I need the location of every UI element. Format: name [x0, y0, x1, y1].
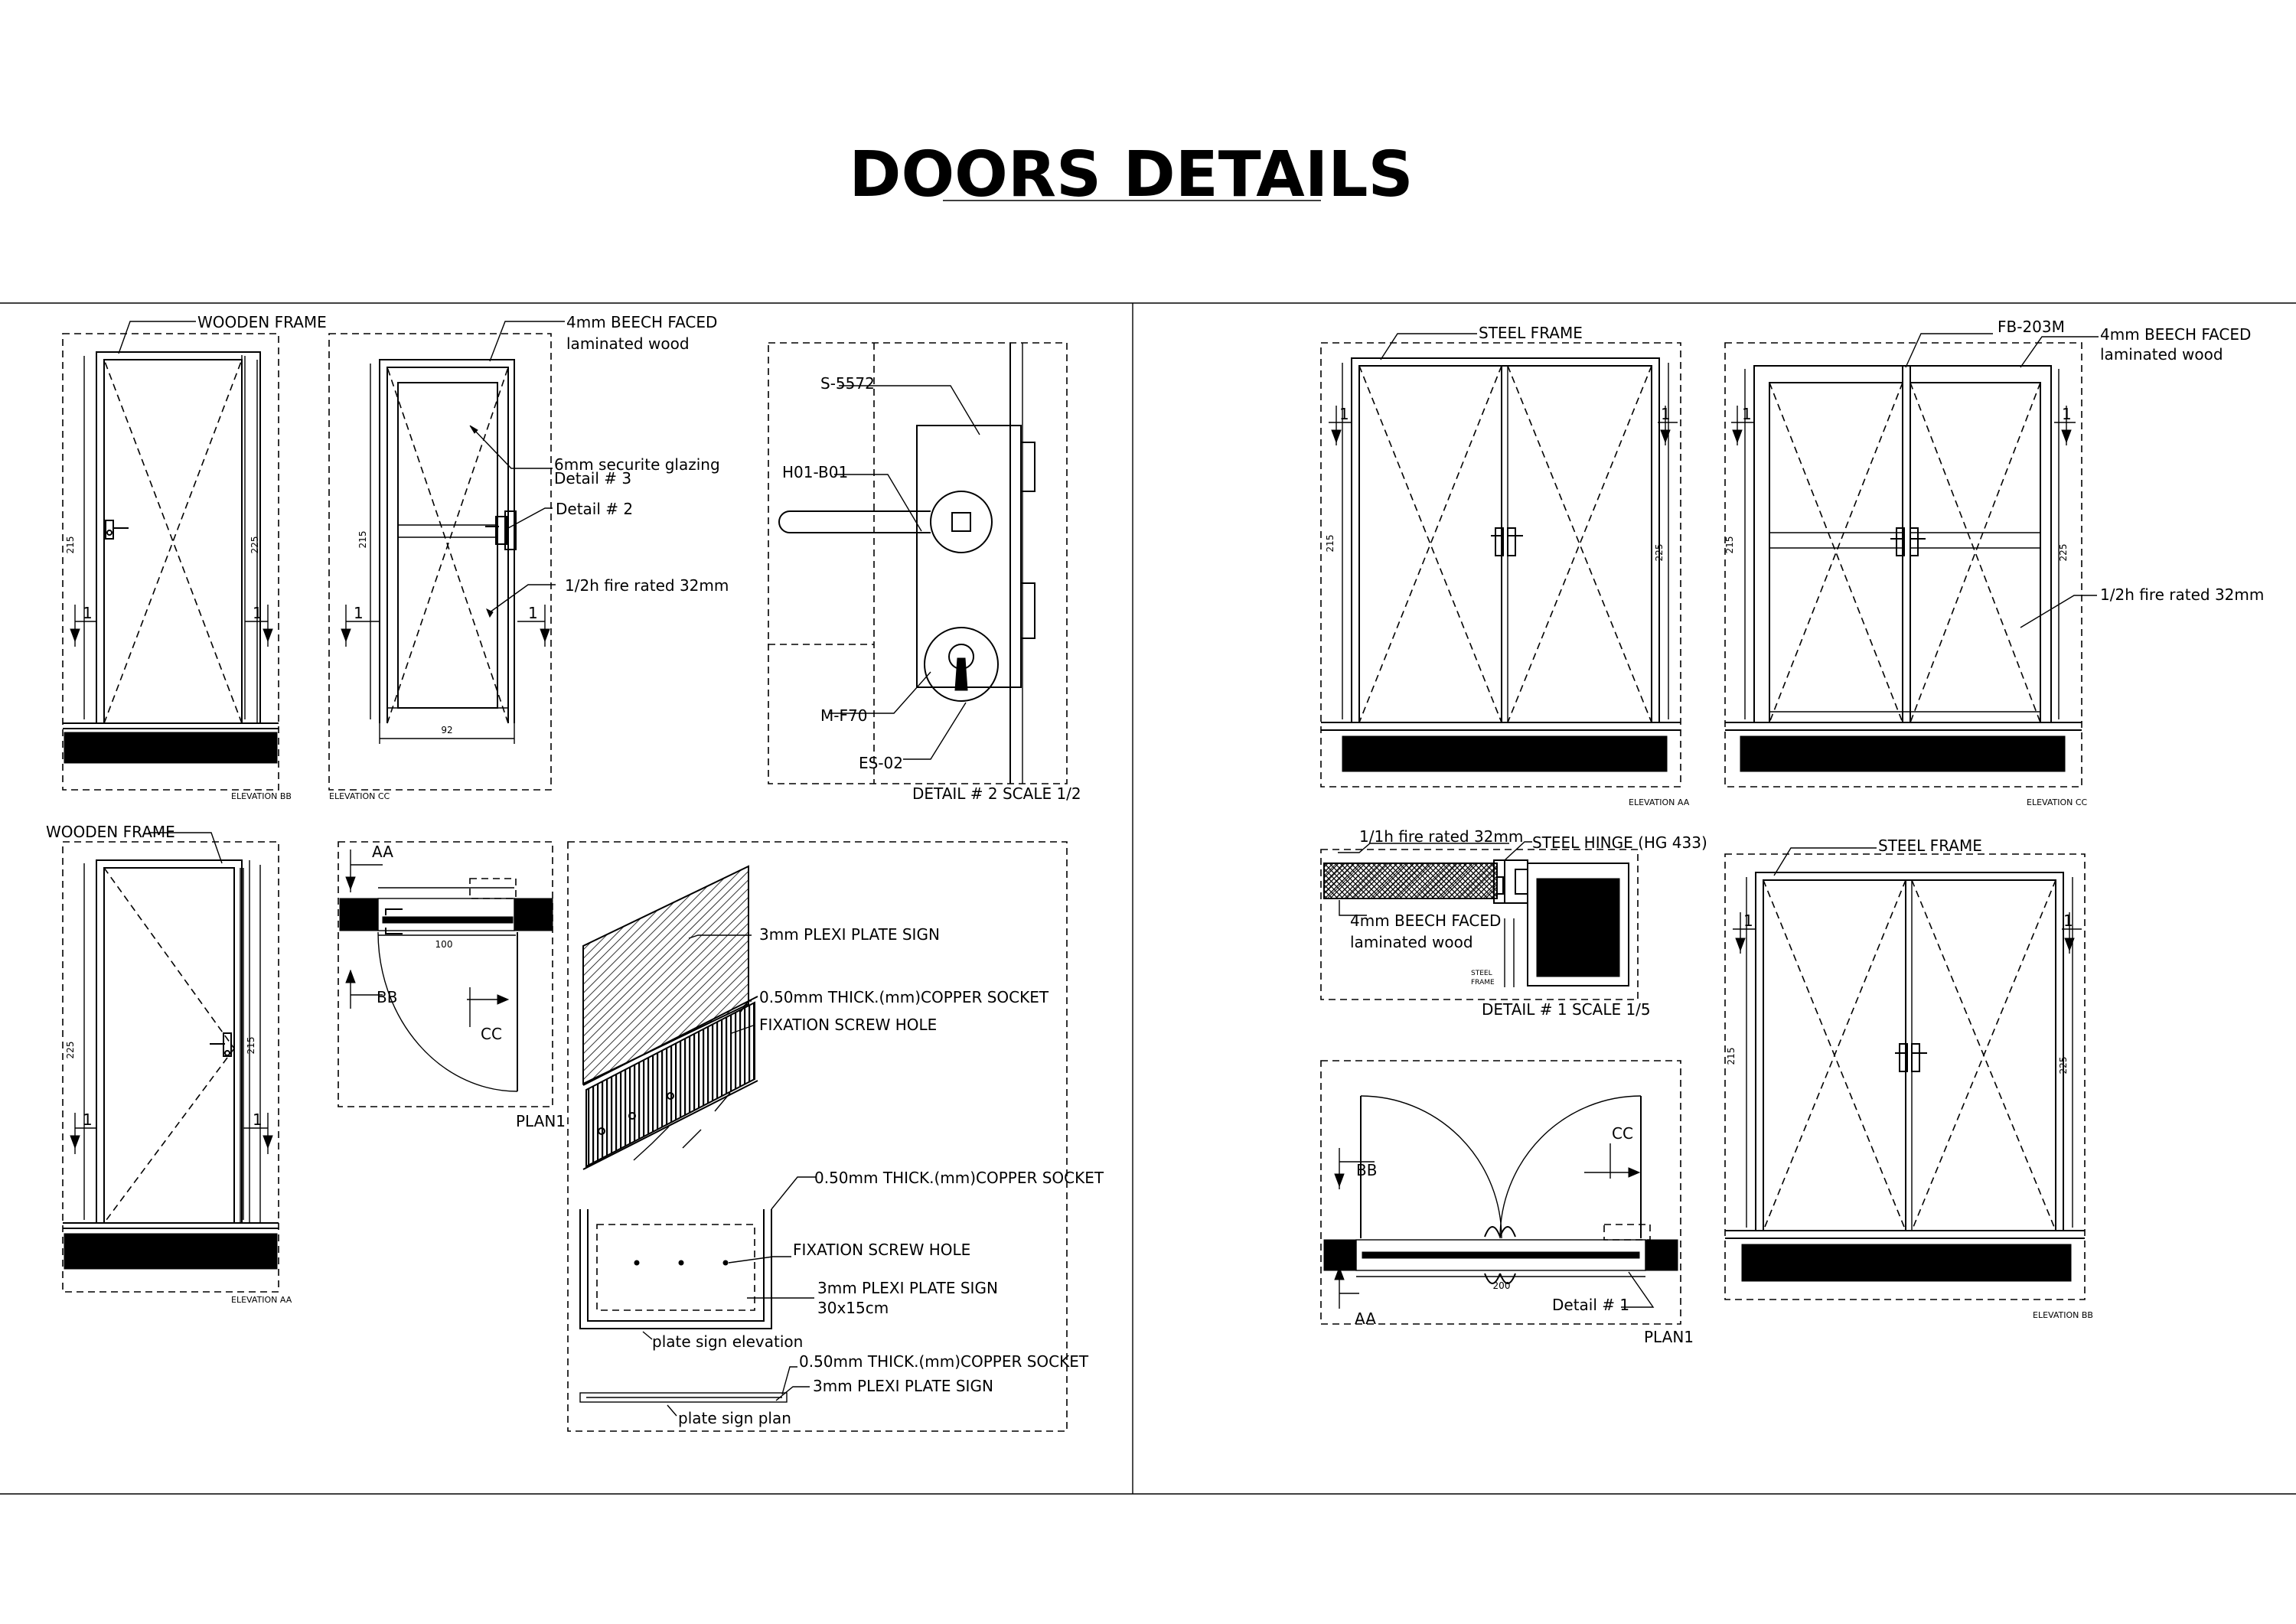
elev-bb-right-dim-right: 225	[2058, 1056, 2069, 1075]
plate-elev-caption: plate sign elevation	[652, 1332, 804, 1351]
detail-2-hardware	[768, 343, 1067, 784]
elev-aa-left-dim-right: 215	[246, 1036, 256, 1055]
elev-bb-left-dim-left: 215	[65, 536, 76, 554]
plan1-right-mark-bb: BB	[1356, 1161, 1378, 1179]
detail1-label-fire: 1/1h fire rated 32mm	[1359, 827, 1524, 846]
elev-bb-left-caption: ELEVATION BB	[231, 791, 292, 801]
elev-cc-left-label-detail3: Detail # 3	[554, 469, 632, 488]
elev-cc-right-caption: ELEVATION CC	[2027, 797, 2088, 807]
elev-aa-left-caption: ELEVATION AA	[231, 1295, 292, 1305]
elev-cc-left-caption: ELEVATION CC	[329, 791, 390, 801]
plan1-left-mark-cc: CC	[481, 1025, 502, 1043]
elev-cc-left-section-right: 1	[528, 604, 538, 622]
elevation-bb-right	[1725, 848, 2085, 1300]
detail2-label-es: ES-02	[859, 754, 903, 772]
plate-plan-copper: 0.50mm THICK.(mm)COPPER SOCKET	[799, 1352, 1089, 1371]
plan-1-left	[338, 842, 553, 1107]
plate-iso-copper: 0.50mm THICK.(mm)COPPER SOCKET	[759, 988, 1049, 1006]
elev-aa-right-dim-left: 215	[1325, 534, 1336, 553]
elev-cc-right-label-face: 4mm BEECH FACED	[2100, 325, 2252, 344]
elev-aa-right-caption: ELEVATION AA	[1629, 797, 1690, 807]
elev-cc-right-label-face-2: laminated wood	[2100, 345, 2223, 364]
elev-bb-right-dim-left: 215	[1726, 1047, 1737, 1065]
detail2-label-h: H01-B01	[782, 463, 849, 481]
elev-bb-right-section-left: 1	[1743, 911, 1753, 930]
detail1-label-hinge: STEEL HINGE (HG 433)	[1532, 833, 1707, 852]
elev-aa-right-section-left: 1	[1339, 405, 1349, 423]
plan1-left-mark-bb: BB	[377, 988, 398, 1006]
elev-bb-left-section-right: 1	[253, 604, 263, 622]
elev-cc-left-section-left: 1	[354, 604, 364, 622]
plate-elev-size: 30x15cm	[817, 1299, 889, 1317]
plate-plan-plexi: 3mm PLEXI PLATE SIGN	[813, 1377, 993, 1395]
elev-cc-right-label-fire: 1/2h fire rated 32mm	[2100, 585, 2265, 604]
plan1-left-dim: 100	[435, 939, 453, 950]
detail2-label-m: M-F70	[820, 706, 868, 725]
plan1-right-caption: PLAN1	[1644, 1328, 1694, 1346]
detail1-label-face-2: laminated wood	[1350, 933, 1473, 951]
elev-cc-left-label-fire: 1/2h fire rated 32mm	[565, 576, 729, 595]
elev-bb-right-caption: ELEVATION BB	[2033, 1310, 2093, 1320]
elevation-bb-left	[63, 321, 279, 790]
elev-bb-right-section-right: 1	[2063, 911, 2073, 930]
elevation-cc-right	[1725, 334, 2099, 787]
elev-cc-left-dim-width: 92	[441, 725, 453, 735]
detail1-caption: DETAIL # 1 SCALE 1/5	[1482, 1000, 1651, 1019]
detail2-caption: DETAIL # 2 SCALE 1/2	[912, 784, 1081, 803]
elev-aa-left-frame-label: WOODEN FRAME	[46, 823, 175, 841]
elev-bb-right-frame-label: STEEL FRAME	[1878, 836, 1982, 855]
plan1-right-dim: 200	[1492, 1280, 1511, 1291]
elev-aa-right-dim-right: 225	[1654, 543, 1665, 562]
detail1-label-steel: STEEL	[1471, 970, 1492, 977]
elev-cc-left-label-face: 4mm BEECH FACED	[566, 313, 718, 331]
elev-cc-right-label-fb: FB-203M	[1998, 318, 2065, 336]
plate-elev-copper: 0.50mm THICK.(mm)COPPER SOCKET	[814, 1169, 1104, 1187]
plate-iso-plexi: 3mm PLEXI PLATE SIGN	[759, 925, 940, 944]
elevation-cc-left	[329, 321, 565, 790]
sheet-title: DOORS DETAILS	[849, 139, 1414, 211]
detail1-label-face: 4mm BEECH FACED	[1350, 911, 1502, 930]
elev-aa-right-section-right: 1	[1661, 405, 1671, 423]
elev-bb-left-frame-label: WOODEN FRAME	[197, 313, 327, 331]
elev-aa-right-frame-label: STEEL FRAME	[1479, 324, 1583, 342]
elev-cc-left-label-face-2: laminated wood	[566, 334, 690, 353]
plan1-right-detail-ref: Detail # 1	[1552, 1296, 1630, 1314]
plate-iso-screw: FIXATION SCREW HOLE	[759, 1016, 938, 1034]
detail2-label-s: S-5572	[820, 374, 875, 393]
elev-cc-left-label-detail2: Detail # 2	[556, 500, 634, 518]
plan1-left-caption: PLAN1	[516, 1112, 566, 1130]
elev-cc-right-section-left: 1	[1742, 405, 1752, 423]
elev-bb-left-section-left: 1	[83, 604, 93, 622]
elev-aa-left-section-right: 1	[253, 1110, 263, 1129]
plate-plan-caption: plate sign plan	[678, 1409, 791, 1427]
elev-cc-right-dim-right: 225	[2058, 543, 2069, 562]
elevation-aa-right	[1321, 334, 1681, 787]
detail1-label-frame: FRAME	[1471, 979, 1495, 986]
plan1-left-mark-aa: AA	[372, 843, 393, 861]
plate-elev-screw: FIXATION SCREW HOLE	[793, 1241, 971, 1259]
elev-aa-left-section-left: 1	[83, 1110, 93, 1129]
elev-cc-right-section-right: 1	[2062, 405, 2072, 423]
plan1-right-mark-cc: CC	[1612, 1124, 1633, 1143]
elev-cc-left-label-glazing: 6mm securite glazing	[554, 455, 720, 474]
elev-cc-right-dim-left: 215	[1724, 536, 1735, 554]
elev-bb-left-dim-right: 225	[249, 536, 260, 554]
elev-aa-left-dim-left: 225	[65, 1041, 76, 1059]
elevation-aa-left	[63, 833, 279, 1292]
plate-elev-plexi: 3mm PLEXI PLATE SIGN	[817, 1279, 998, 1297]
plan1-right-mark-aa: AA	[1355, 1309, 1376, 1328]
elev-cc-left-dim-left: 215	[357, 530, 368, 549]
